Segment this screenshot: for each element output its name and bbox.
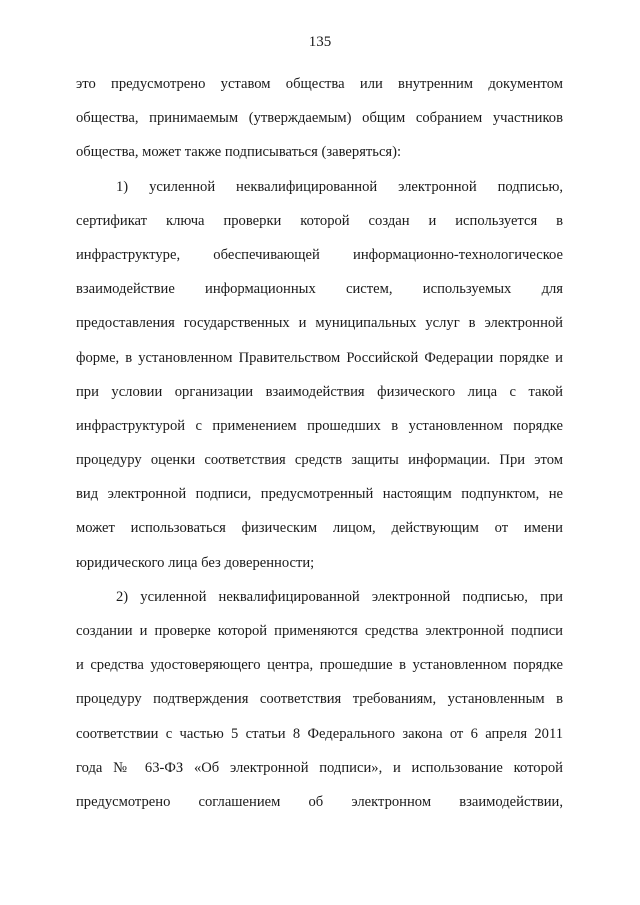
- text-line: предусмотрено соглашением об электронном взаимодействии,: [76, 793, 563, 810]
- text-line: инфраструктурой с применением прошедших в установленном порядке: [76, 417, 563, 434]
- text-line: инфраструктуре, обеспечивающей информационно-технологическое: [76, 246, 563, 263]
- body-text: [76, 73, 563, 825]
- text-line: создании и проверке которой применяются средства электронной подписи: [76, 623, 563, 639]
- text-line: 1) усиленной неквалифицированной электронной подписью,: [116, 178, 563, 195]
- text-line: общества, принимаемым (утверждаемым) общим собранием участников: [76, 110, 563, 127]
- text-line: форме, в установленном Правительством Российской Федерации порядке и: [76, 349, 563, 366]
- text-line: это предусмотрено уставом общества или внутренним документом: [76, 76, 563, 92]
- text-line: общества, может также подписываться (заверяться):: [76, 144, 402, 161]
- text-line: 2) усиленной неквалифицированной электронной подписью, при: [116, 588, 563, 605]
- text-line: предоставления государственных и муниципальных услуг в электронной: [76, 315, 563, 332]
- text-line: юридического лица без доверенности;: [76, 554, 315, 571]
- text-line: процедуру оценки соответствия средств защиты информации. При этом: [76, 452, 563, 469]
- page-number: 135: [308, 34, 332, 50]
- text-line: вид электронной подписи, предусмотренный настоящим подпунктом, не: [76, 486, 563, 503]
- text-line: может использоваться физическим лицом, действующим от имени: [76, 520, 563, 537]
- text-line: сертификат ключа проверки которой создан и используется в: [76, 212, 563, 229]
- text-line: взаимодействие информационных систем, используемых для: [76, 281, 563, 298]
- text-line: процедуру подтверждения соответствия требованиям, установленным в: [76, 691, 563, 708]
- text-line: при условии организации взаимодействия физического лица с такой: [76, 383, 563, 400]
- text-line: года № 63-ФЗ «Об электронной подписи», и использование которой: [76, 759, 563, 776]
- text-line: и средства удостоверяющего центра, прошедшие в установленном порядке: [76, 657, 563, 674]
- text-line: соответствии с частью 5 статьи 8 Федерального закона от 6 апреля 2011: [76, 725, 563, 742]
